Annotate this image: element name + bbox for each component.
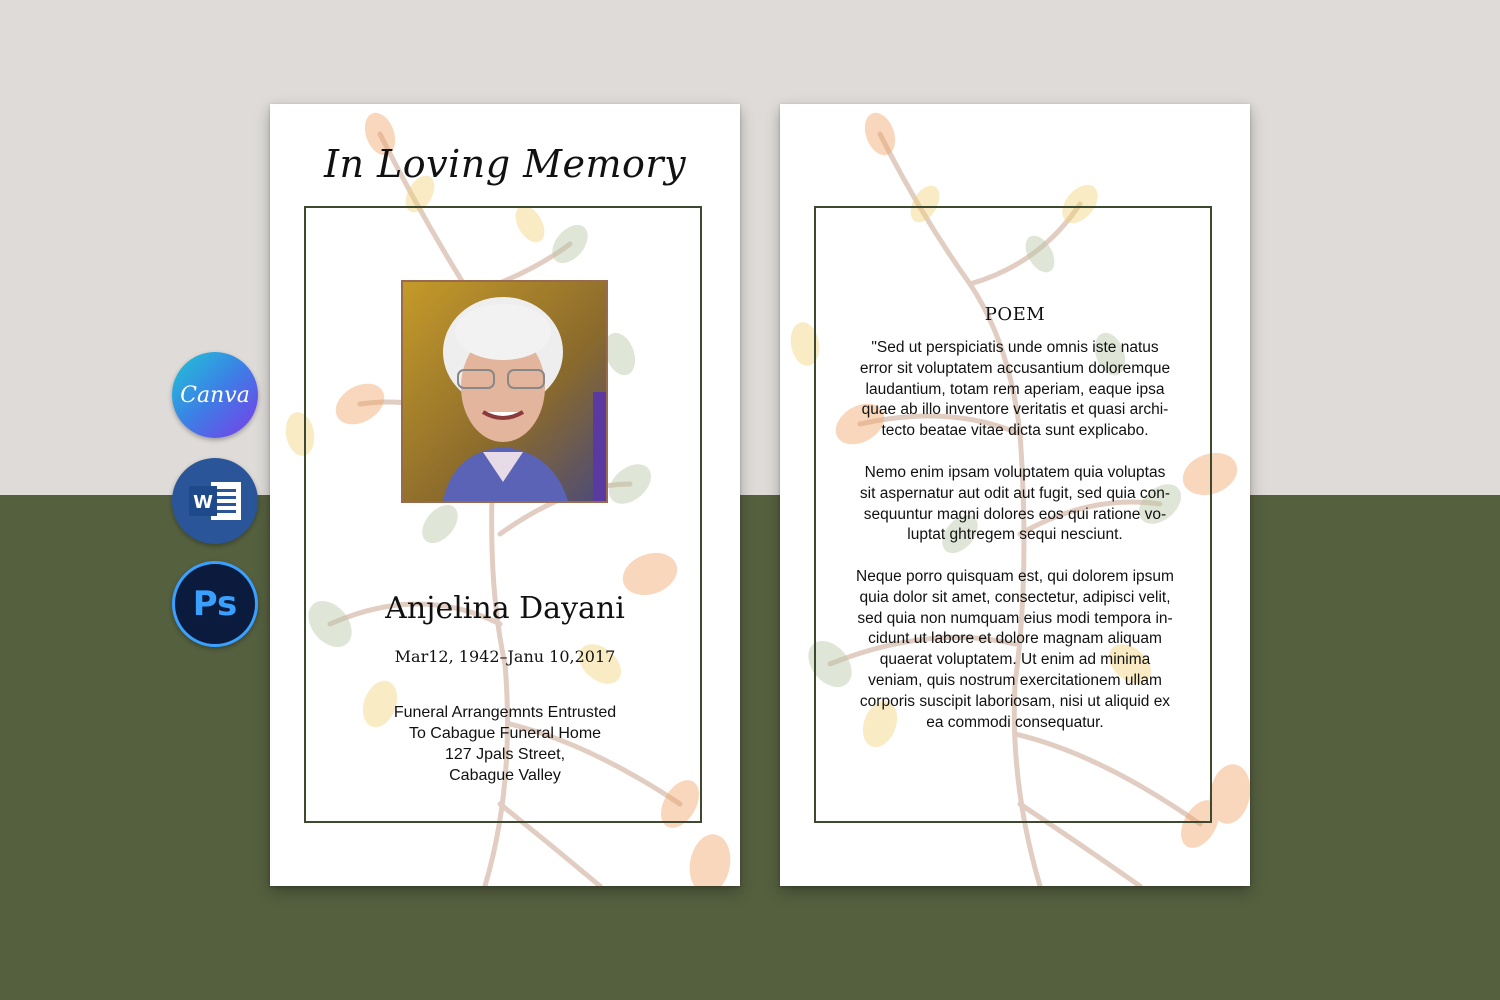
poem-line: quaerat voluptatem. Ut enim ad minima xyxy=(879,651,1151,669)
card-title: In Loving Memory xyxy=(323,142,687,186)
canva-logo-icon xyxy=(172,352,258,438)
poem-line: tecto beatae vitae dicta sunt explicabo. xyxy=(881,422,1149,440)
poem-line: quia dolor sit amet, consectetur, adipisci velit, xyxy=(859,588,1171,606)
deceased-name: Anjelina Dayani xyxy=(385,591,625,626)
poem-heading: POEM xyxy=(984,304,1046,325)
memorial-card-back xyxy=(780,104,1250,886)
arrangement-line: Cabague Valley xyxy=(449,767,561,784)
deceased-photo xyxy=(401,280,608,503)
life-dates: Mar12, 1942–Janu 10,2017 xyxy=(394,647,616,666)
portrait-image xyxy=(403,282,606,501)
word-logo-icon xyxy=(172,458,258,544)
poem-line: sed quia non numquam eius modi tempora in- xyxy=(857,609,1173,627)
poem-line: luptat ghtregem sequi nesciunt. xyxy=(907,526,1123,544)
poem-line: Nemo enim ipsam voluptatem quia voluptas xyxy=(864,464,1166,481)
poem-line: Neque porro quisquam est, qui dolorem ipsum xyxy=(856,568,1174,585)
arrangement-line: Funeral Arrangemnts Entrusted xyxy=(393,704,617,721)
poem-line: corporis suscipit laboriosam, nisi ut aliquid ex xyxy=(859,692,1171,710)
poem-paragraph xyxy=(835,338,1195,442)
photoshop-logo-text: Ps xyxy=(192,584,238,624)
poem-line: cidunt ut labore et dolore magnam aliquam xyxy=(868,630,1162,648)
word-logo-graphic xyxy=(185,476,245,526)
arrangement-line: To Cabague Funeral Home xyxy=(408,725,602,742)
poem-paragraph xyxy=(835,463,1195,546)
canva-logo-text: Canva xyxy=(180,382,250,408)
poem-paragraph xyxy=(835,567,1195,733)
poem-line: laudantium, totam rem aperiam, eaque ipsa xyxy=(865,380,1165,398)
arrangement-line: 127 Jpals Street, xyxy=(444,746,566,763)
photoshop-logo-icon xyxy=(172,561,258,647)
poem-line: veniam, quis nostrum exercitationem ullam xyxy=(868,671,1162,689)
poem-line: sequuntur magni dolores eos qui ratione vo- xyxy=(863,505,1167,523)
poem-line: error sit voluptatem accusantium doloremque xyxy=(859,359,1171,377)
poem-line: ea commodi consequatur. xyxy=(926,713,1104,731)
poem-line: quae ab illo inventore veritatis et quasi archi- xyxy=(861,401,1169,419)
poem-line: "Sed ut perspiciatis unde omnis iste natus xyxy=(871,339,1159,356)
word-logo-letter: W xyxy=(193,492,213,513)
poem-line: sit aspernatur aut odit aut fugit, sed quia con- xyxy=(859,484,1171,502)
memorial-card-front xyxy=(270,104,740,886)
